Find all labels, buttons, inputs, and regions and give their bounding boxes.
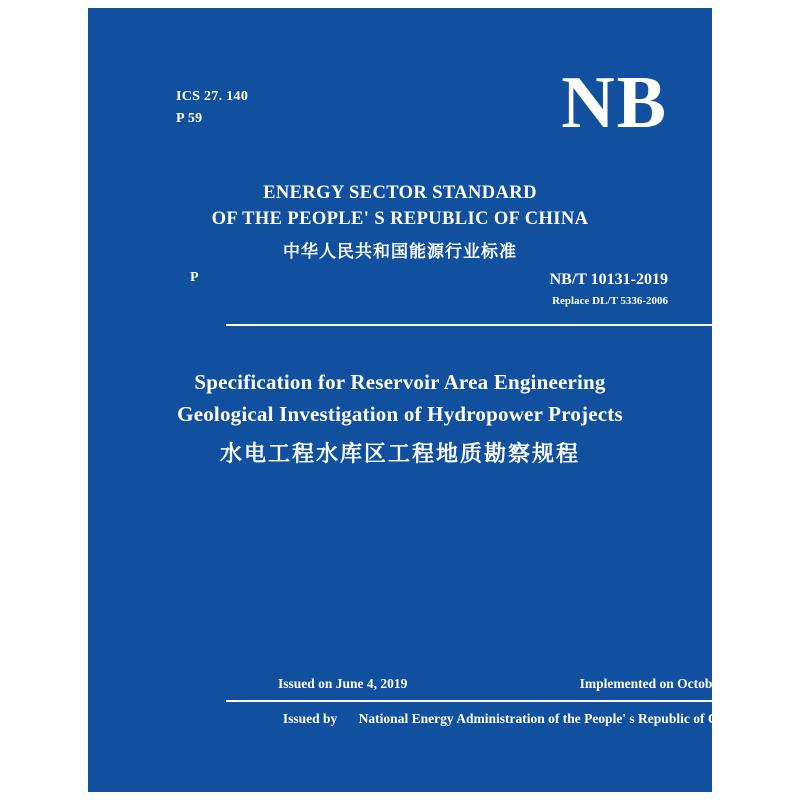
- issuing-organization: [88, 180, 712, 264]
- org-en-line2: OF THE PEOPLE' S REPUBLIC OF CHINA: [211, 209, 589, 229]
- org-cn: 中华人民共和国能源行业标准: [283, 242, 517, 262]
- cover-codes: [176, 86, 248, 130]
- replaces-note: Replace DL/T 5336-2006: [552, 295, 668, 307]
- standard-number-row: [176, 270, 668, 316]
- org-en-line1: ENERGY SECTOR STANDARD: [263, 183, 537, 203]
- ics-code: ICS 27. 140: [176, 89, 249, 104]
- title-en-line2: Geological Investigation of Hydropower Projects: [177, 402, 623, 426]
- dates-row: [226, 676, 800, 692]
- issued-by-organization: National Energy Administration of the People' s Republic of China: [358, 711, 744, 726]
- title-en-line1: Specification for Reservoir Area Engineering: [194, 370, 606, 394]
- classification-code: P 59: [176, 111, 203, 126]
- issued-date: Issued on June 4, 2019: [278, 676, 408, 691]
- implemented-date: Implemented on October 1, 2019: [579, 676, 768, 691]
- divider-bottom: [226, 700, 800, 702]
- title-cn: 水电工程水库区工程地质勘察规程: [219, 442, 580, 467]
- document-title: [88, 366, 712, 470]
- issuer-row: [226, 708, 800, 730]
- nb-logo: NB: [561, 62, 668, 144]
- standard-number-block: [550, 270, 668, 310]
- category-letter: P: [190, 270, 199, 285]
- standard-cover: [88, 8, 768, 792]
- issued-by-label: Issued by: [282, 711, 338, 726]
- standard-number: NB/T 10131-2019: [549, 271, 668, 288]
- divider-top: [226, 324, 800, 326]
